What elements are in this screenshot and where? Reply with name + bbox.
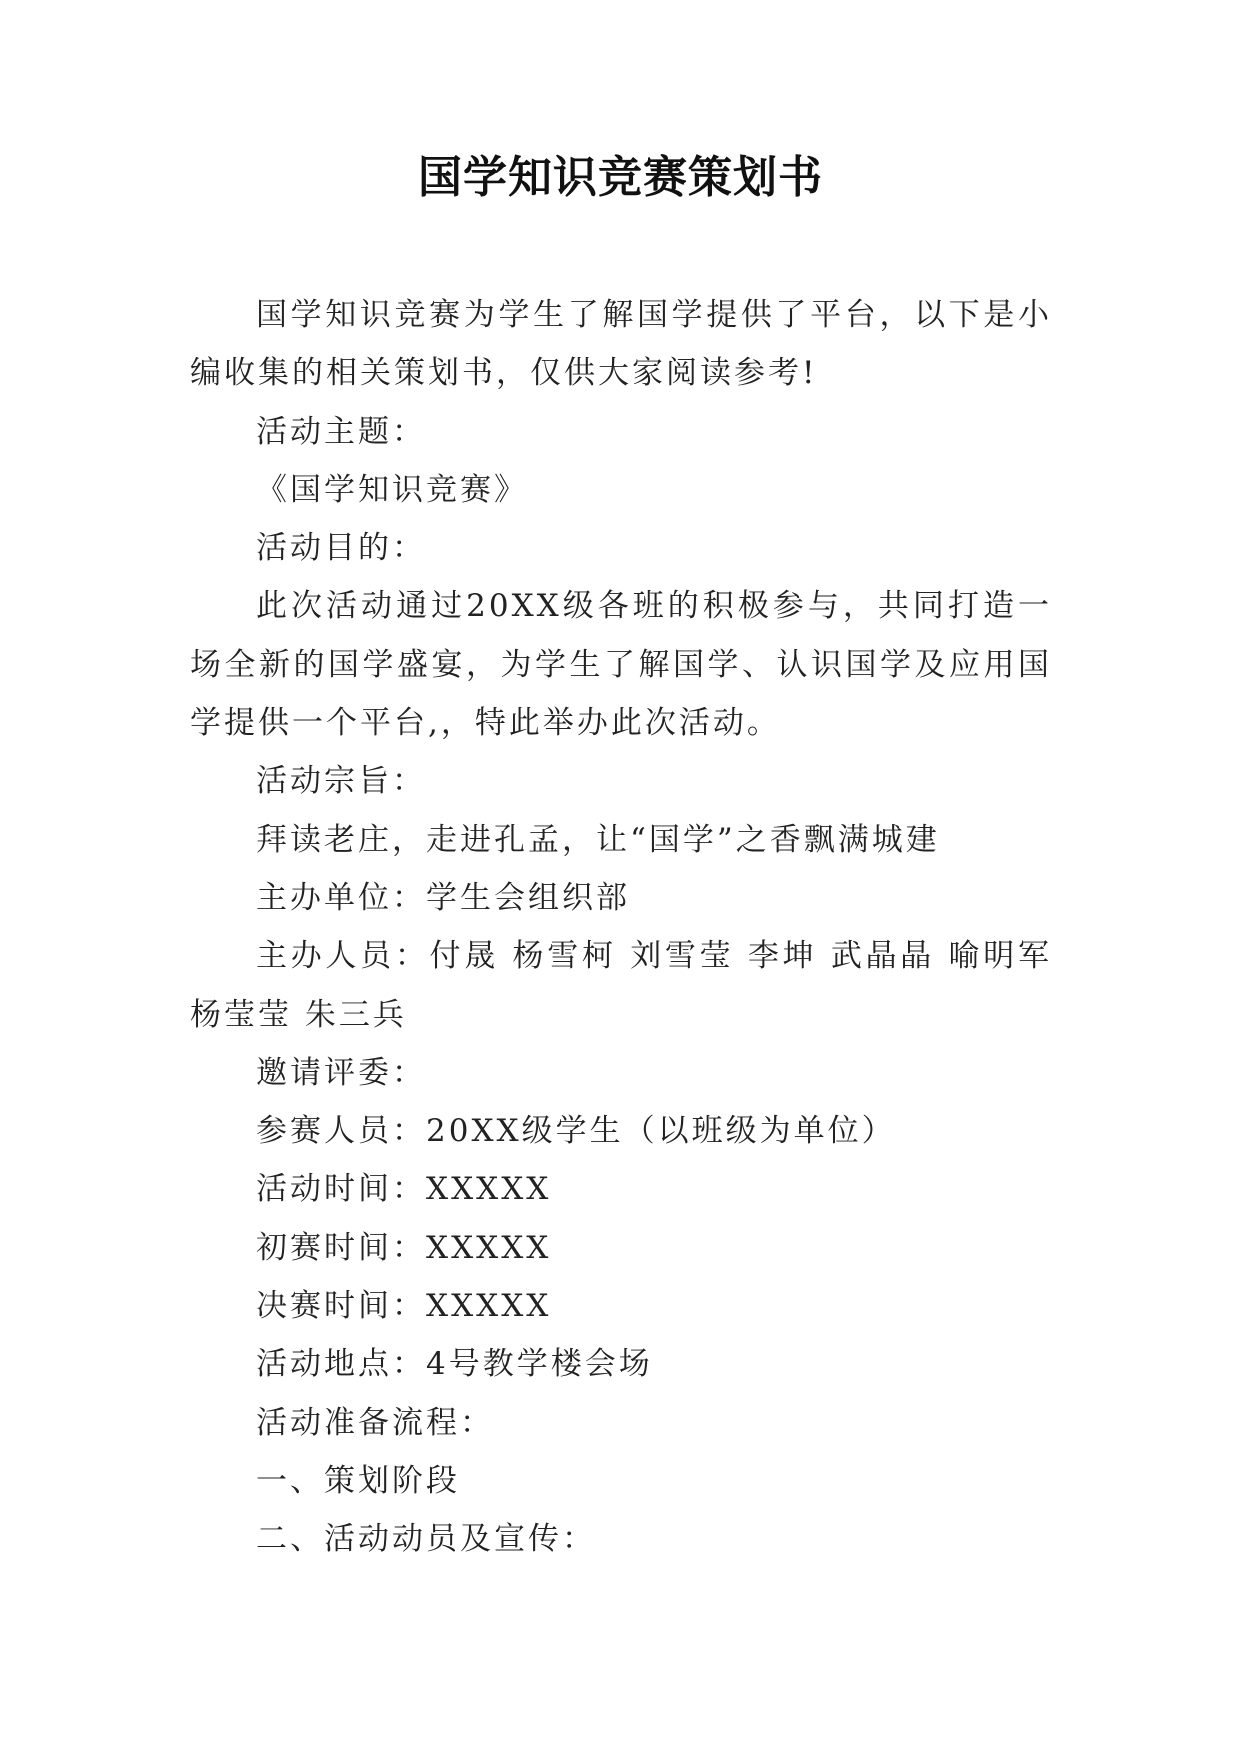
prep-process-heading: 活动准备流程：	[256, 1404, 494, 1441]
venue-line: 活动地点：4号教学楼会场	[256, 1346, 653, 1383]
final-time-line: 决赛时间：XXXXX	[256, 1288, 552, 1325]
participants-line: 参赛人员：20XX级学生（以班级为单位）	[256, 1113, 896, 1150]
organizer-line: 主办单位：学生会组织部	[256, 879, 630, 916]
theme-value: 《国学知识竞赛》	[256, 471, 528, 508]
purpose-paragraph: 此次活动通过20XX级各班的积极参与，共同打造一场全新的国学盛宴，为学生了解国学、认识国学及应用国学提供一个平台,，特此举办此次活动。	[190, 588, 1052, 742]
intro-paragraph: 国学知识竞赛为学生了解国学提供了平台，以下是小编收集的相关策划书，仅供大家阅读参考!	[190, 297, 1052, 392]
prelim-time-line: 初赛时间：XXXXX	[256, 1229, 552, 1266]
document-title: 国学知识竞赛策划书	[418, 152, 823, 203]
mobilization-item: 二、活动动员及宣传：	[256, 1521, 596, 1558]
theme-heading: 活动主题：	[256, 413, 426, 450]
judges-line: 邀请评委：	[256, 1054, 426, 1091]
event-time-line: 活动时间：XXXXX	[256, 1171, 552, 1208]
tenet-heading: 活动宗旨：	[256, 763, 426, 800]
tenet-value: 拜读老庄，走进孔孟，让“国学”之香飘满城建	[256, 821, 940, 858]
purpose-heading: 活动目的：	[256, 530, 426, 567]
staff-line: 主办人员：付晟 杨雪柯 刘雪莹 李坤 武晶晶 喻明军 杨莹莹 朱三兵	[190, 938, 1052, 1033]
planning-stage-item: 一、策划阶段	[256, 1462, 460, 1499]
document-body	[190, 286, 1052, 1569]
